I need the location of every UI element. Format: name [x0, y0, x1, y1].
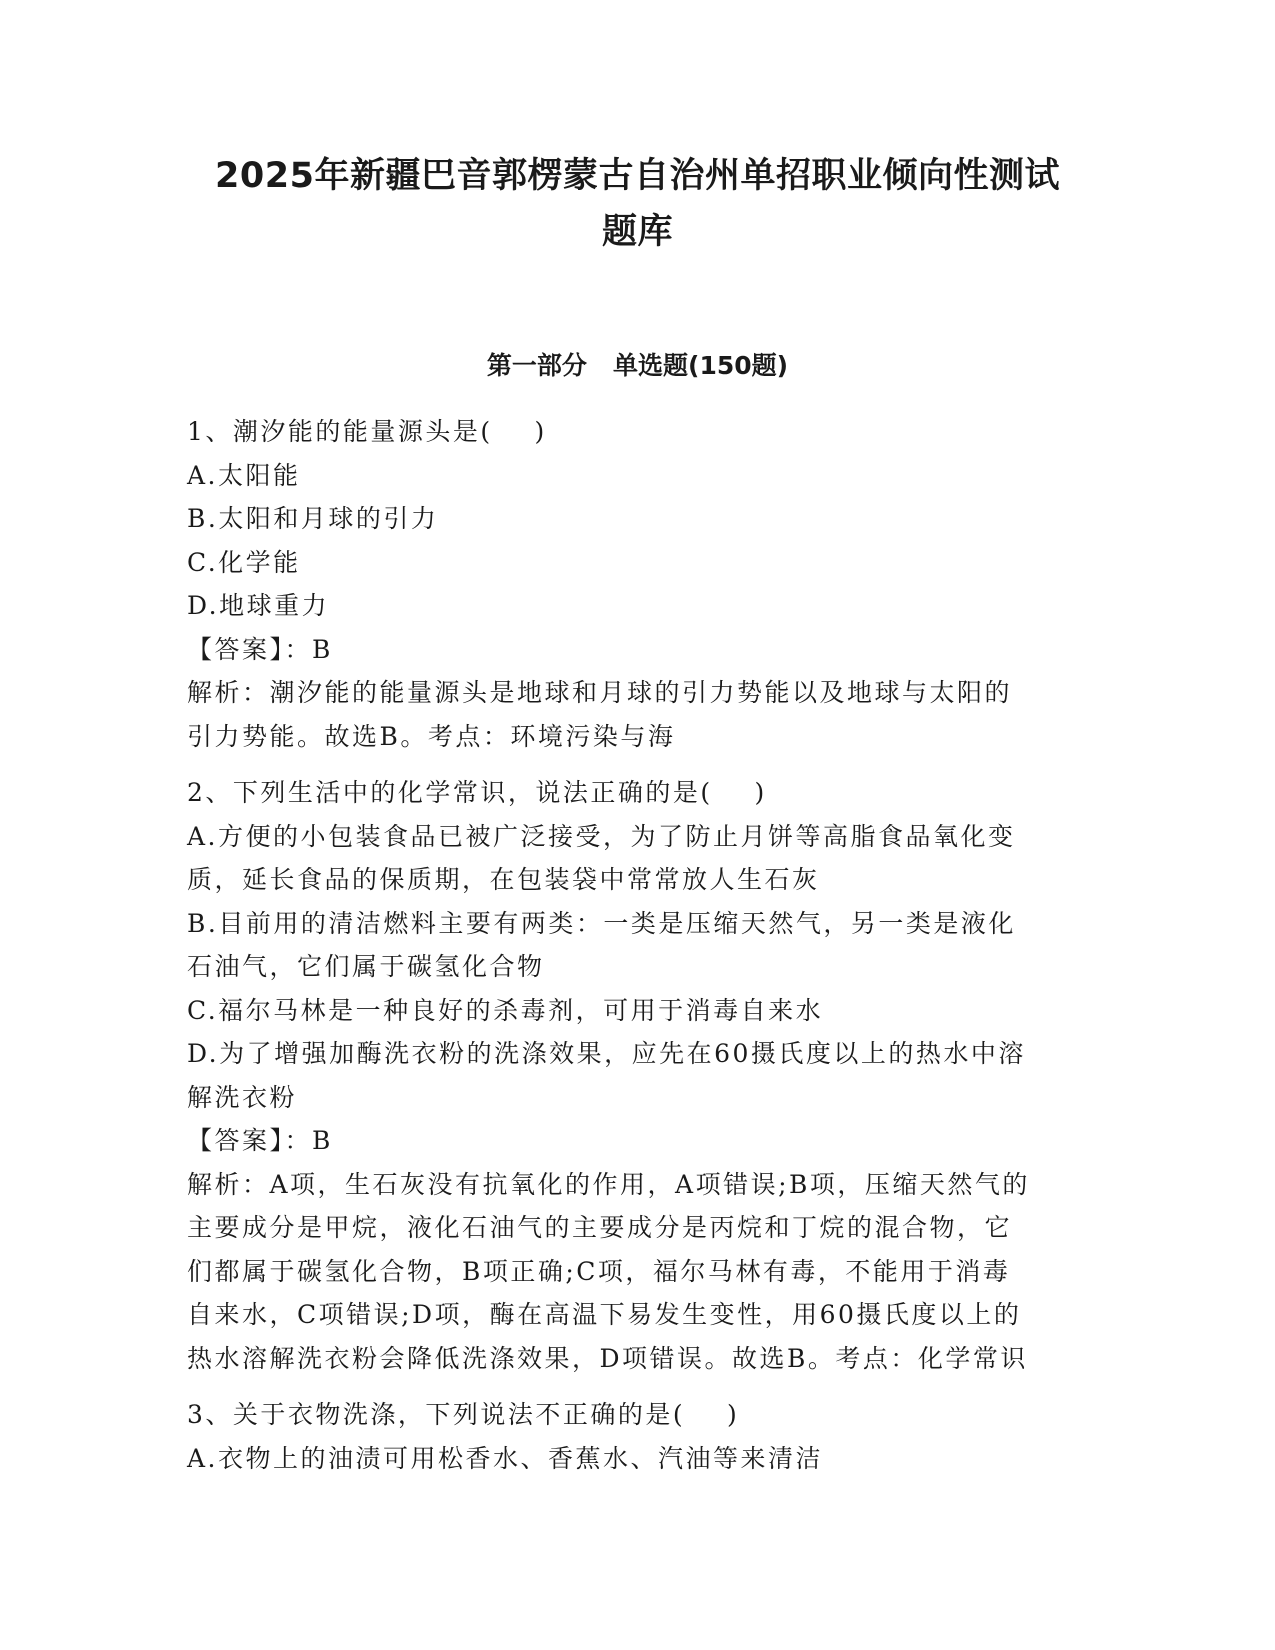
answer: 【答案】：B: [187, 1126, 333, 1155]
question-stem: 3、关于衣物洗涤，下列说法不正确的是( ): [187, 1400, 740, 1429]
document-title-line2: 题库: [601, 212, 673, 252]
question-stem: 2、下列生活中的化学常识，说法正确的是( ): [187, 778, 767, 807]
analysis-line: 主要成分是甲烷，液化石油气的主要成分是丙烷和丁烷的混合物，它: [187, 1213, 1013, 1242]
question-stem: 1、潮汐能的能量源头是( ): [187, 417, 547, 446]
option-a: A.衣物上的油渍可用松香水、香蕉水、汽油等来清洁: [187, 1443, 824, 1473]
option-b: B.目前用的清洁燃料主要有两类：一类是压缩天然气，另一类是液化: [187, 908, 1016, 938]
option-b-continued: 石油气，它们属于碳氢化合物: [187, 952, 545, 981]
document-title: [150, 148, 1125, 260]
analysis-line: 引力势能。故选B。考点：环境污染与海: [187, 721, 676, 751]
analysis-line: 自来水，C项错误;D项，酶在高温下易发生变性，用60摄氏度以上的: [187, 1300, 1022, 1329]
section-heading: 第一部分 单选题(150题): [486, 351, 789, 380]
analysis-line: 热水溶解洗衣粉会降低洗涤效果，D项错误。故选B。考点：化学常识: [187, 1343, 1028, 1373]
option-a: A.方便的小包装食品已被广泛接受，为了防止月饼等高脂食品氧化变: [187, 821, 1016, 851]
question-1: [187, 410, 1087, 758]
question-3: [187, 1393, 1087, 1480]
option-c: C.化学能: [187, 547, 301, 577]
option-a-continued: 质，延长食品的保质期，在包装袋中常常放人生石灰: [187, 865, 820, 894]
option-a: A.太阳能: [187, 460, 301, 490]
analysis-line: 解析：潮汐能的能量源头是地球和月球的引力势能以及地球与太阳的: [187, 678, 1013, 707]
answer: 【答案】：B: [187, 634, 333, 664]
option-d-continued: 解洗衣粉: [187, 1082, 298, 1112]
option-b: B.太阳和月球的引力: [187, 504, 439, 533]
option-d: D.为了增强加酶洗衣粉的洗涤效果，应先在60摄氏度以上的热水中溶: [187, 1039, 1026, 1068]
document-title-line1: 2025年新疆巴音郭楞蒙古自治州单招职业倾向性测试: [215, 156, 1060, 196]
option-d: D.地球重力: [187, 591, 330, 620]
question-2: [187, 771, 1087, 1380]
analysis-line: 解析：A项，生石灰没有抗氧化的作用，A项错误;B项，压缩天然气的: [187, 1169, 1030, 1199]
option-c: C.福尔马林是一种良好的杀毒剂，可用于消毒自来水: [187, 995, 824, 1025]
question-list: [187, 410, 1087, 1493]
analysis-line: 们都属于碳氢化合物，B项正确;C项，福尔马林有毒，不能用于消毒: [187, 1256, 1011, 1286]
